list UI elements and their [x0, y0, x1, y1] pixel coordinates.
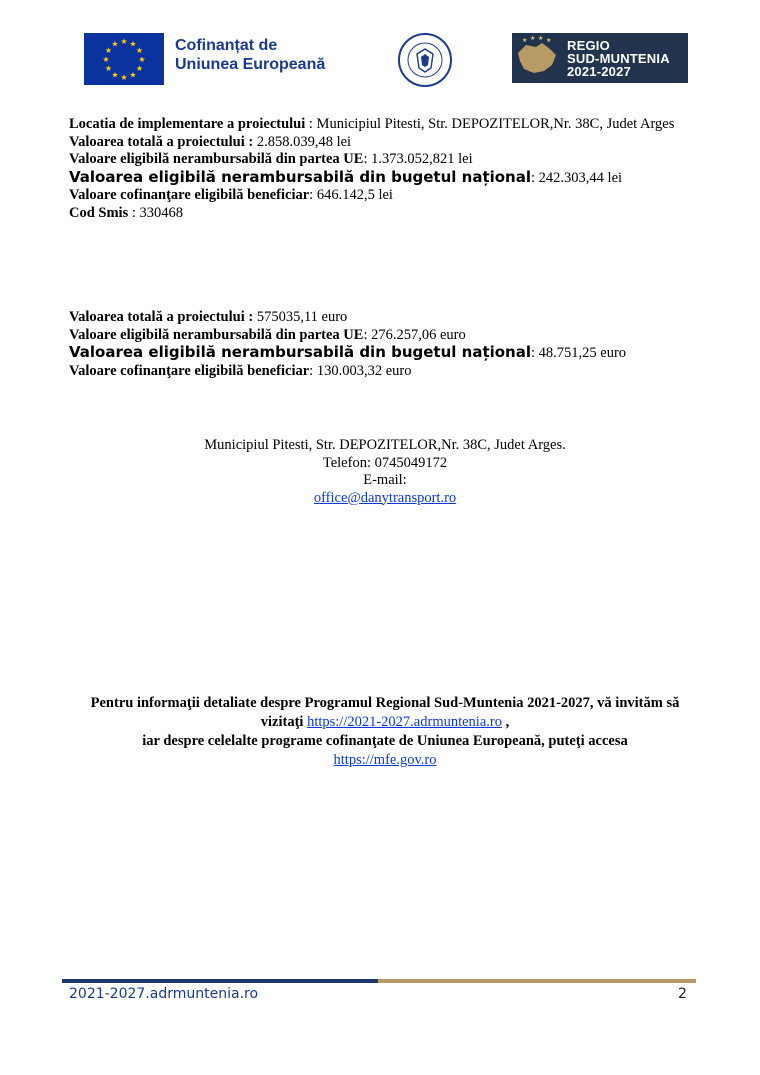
svg-text:★: ★	[120, 73, 128, 82]
euro-national-budget-line	[69, 344, 701, 363]
footer-divider	[62, 979, 696, 983]
svg-text:★: ★	[129, 70, 137, 80]
project-details-euro	[69, 309, 701, 380]
euro-national-budget-label: Valoarea eligibilă nerambursabilă din bugetul național	[69, 343, 532, 361]
info-comma: ,	[501, 714, 510, 730]
contact-address: Municipiul Pitesti, Str. DEPOZITELOR,Nr. 38C, Judet Arges.	[204, 437, 566, 453]
contact-block	[69, 437, 701, 507]
svg-text:★: ★	[111, 70, 119, 80]
project-details-lei	[69, 116, 701, 222]
adrmuntenia-link[interactable]: https://2021-2027.adrmuntenia.ro	[307, 714, 502, 730]
total-value: 2.858.039,48 lei	[253, 133, 352, 150]
cofinancing-value: : 646.142,5 lei	[309, 187, 393, 203]
smis-label: Cod Smis	[69, 204, 129, 221]
euro-total-value-line	[69, 309, 701, 327]
svg-text:★: ★	[530, 35, 536, 42]
euro-eu-eligible-line	[69, 327, 701, 345]
program-info-block	[60, 694, 710, 770]
contact-email-label: E-mail:	[363, 472, 407, 488]
romanian-government-seal	[397, 32, 453, 88]
location-label: Locatia de implementare a proiectului	[69, 116, 306, 132]
footer-website: 2021-2027.adrmuntenia.ro	[69, 986, 259, 1002]
total-value-line	[69, 134, 701, 152]
eu-eligible-line	[69, 151, 701, 169]
euro-eu-eligible-label: Valoare eligibilă nerambursabilă din partea UE	[69, 326, 364, 343]
euro-cofinancing-value: : 130.003,32 euro	[309, 362, 412, 379]
svg-text:★: ★	[546, 37, 552, 44]
euro-eu-eligible-value: : 276.257,06 euro	[363, 326, 466, 343]
info-line-1: Pentru informaţii detaliate despre Programul Regional Sud-Muntenia 2021-2027, vă invităm să	[90, 695, 680, 711]
footer-divider-gold	[378, 979, 696, 983]
svg-text:★: ★	[135, 64, 144, 73]
cofinancing-label: Valoare cofinanţare eligibilă beneficiar	[69, 187, 310, 203]
national-budget-label: Valoarea eligibilă nerambursabilă din bugetul național	[69, 167, 532, 186]
mfe-link[interactable]: https://mfe.gov.ro	[333, 752, 437, 768]
page-number: 2	[678, 986, 687, 1002]
eu-eligible-label: Valoare eligibilă nerambursabilă din partea UE	[69, 151, 364, 167]
location-line	[69, 116, 701, 134]
eu-cofinanced-text: Cofinanțat de Uniunea Europeană	[175, 37, 326, 73]
euro-total-label: Valoarea totală a proiectului :	[69, 309, 254, 325]
national-budget-value: : 242.303,44 lei	[531, 169, 623, 186]
svg-text:★: ★	[135, 46, 144, 55]
contact-phone: Telefon: 0745049172	[322, 454, 448, 471]
contact-email-link[interactable]: office@danytransport.ro	[313, 489, 457, 506]
svg-text:★: ★	[104, 46, 113, 55]
eu-flag-logo	[84, 33, 164, 85]
euro-national-budget-value: : 48.751,25 euro	[531, 345, 627, 361]
svg-text:★: ★	[102, 55, 110, 64]
svg-text:★: ★	[104, 64, 113, 73]
svg-text:★: ★	[538, 35, 544, 42]
footer-divider-blue	[62, 979, 378, 983]
regio-logo-text: REGIO SUD-MUNTENIA 2021-2027	[567, 38, 670, 79]
smis-code-line	[69, 205, 701, 223]
svg-text:★: ★	[522, 37, 528, 44]
smis-value: : 330468	[128, 204, 184, 221]
eu-eligible-value: : 1.373.052,821 lei	[363, 151, 473, 167]
euro-cofinancing-label: Valoare cofinanţare eligibilă beneficiar	[69, 362, 310, 379]
svg-text:★: ★	[111, 39, 119, 49]
euro-total-value: 575035,11 euro	[253, 309, 348, 325]
euro-cofinancing-line	[69, 363, 701, 381]
header-logos	[0, 28, 760, 88]
info-visit-text: vizitaţi	[260, 714, 308, 730]
svg-text:★: ★	[129, 39, 137, 49]
info-line-2	[60, 713, 710, 732]
location-value: : Municipiul Pitesti, Str. DEPOZITELOR,Nr. 38C, Judet Arges	[305, 116, 675, 132]
total-label: Valoarea totală a proiectului :	[69, 133, 254, 150]
svg-text:★: ★	[138, 55, 146, 64]
svg-text:★: ★	[120, 37, 128, 46]
cofinancing-line	[69, 187, 701, 205]
national-budget-line	[69, 169, 701, 188]
info-line-3: iar despre celelalte programe cofinanţate de Uniunea Europeană, puteţi accesa	[142, 733, 628, 749]
